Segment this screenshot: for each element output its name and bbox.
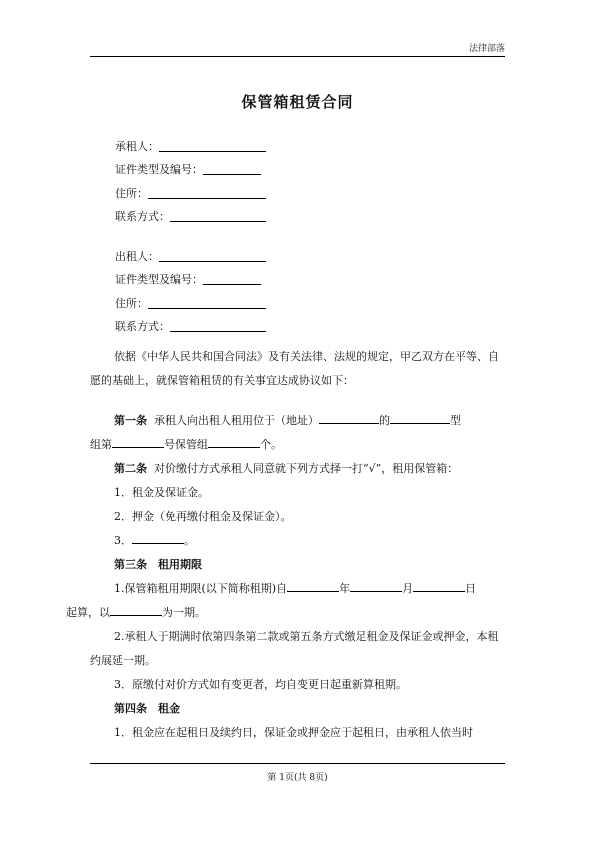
article-4-heading: 第四条 租金 <box>114 702 180 715</box>
article-1-text: 号保管组 <box>164 438 208 451</box>
article-3-text: 1.保管箱租用期限(以下简称租期)自 <box>114 582 288 595</box>
model-blank <box>390 413 450 424</box>
lessor-address-blank <box>148 297 266 309</box>
lessor-id-blank <box>203 273 261 285</box>
start-year-blank <box>287 581 339 592</box>
lessor-name-blank <box>159 250 266 262</box>
article-1-text: 承租人向出租人租用位于（地址） <box>154 414 319 427</box>
article-2-item-2: 2．押金（免再缴付租金及保证金）。 <box>114 510 292 523</box>
item-number: 3． <box>114 534 132 547</box>
lessor-block <box>115 238 266 332</box>
field-label: 住所： <box>115 296 148 310</box>
period-blank <box>110 605 162 616</box>
intro-text: 依据《中华人民共和国合同法》及有关法律、法规的规定，甲乙双方在平等、自愿的基础上，就保管箱租赁的有关事宜达成协议如下： <box>90 350 499 387</box>
field-label: 住所： <box>115 186 148 200</box>
field-label: 承租人： <box>115 139 159 153</box>
field-label: 出租人： <box>115 249 159 263</box>
lessor-id-row <box>115 262 266 286</box>
article-1-heading: 第一条 <box>114 414 147 427</box>
lessee-address-row <box>115 175 266 199</box>
other-method-blank <box>132 533 184 544</box>
lessee-name-blank <box>159 140 266 152</box>
header-divider <box>90 56 505 57</box>
article-2-item-1: 1．租金及保证金。 <box>114 486 209 499</box>
start-day-blank <box>413 581 465 592</box>
lessor-name-row <box>115 238 266 262</box>
field-label: 联系方式： <box>115 320 170 333</box>
article-3-p3: 3．原缴付对价方式如有变更者，均自变更日起重新算租期。 <box>114 678 407 691</box>
field-label: 联系方式： <box>115 210 170 223</box>
lessee-address-blank <box>148 187 266 199</box>
lessee-id-row <box>115 152 266 176</box>
intro-paragraph <box>90 345 505 393</box>
article-4-p1: 1．租金应在起租日及续约日，保证金或押金应于起租日，由承租人依当时 <box>114 726 473 739</box>
article-2-text: 对价缴付方式承租人同意就下列方式择一打“√”，租用保管箱： <box>154 462 459 475</box>
header-label: 法律部落 <box>468 44 505 54</box>
article-1-text: 的 <box>379 414 390 427</box>
article-1 <box>90 409 505 457</box>
lessee-name-row <box>115 128 266 152</box>
start-month-blank <box>350 581 402 592</box>
group-number-blank <box>112 437 164 448</box>
box-count-blank <box>208 437 260 448</box>
lessee-block <box>115 128 266 222</box>
lessee-contact-blank <box>170 210 266 222</box>
article-2-item-3 <box>90 529 505 553</box>
page-number: 第 1页(共 8页) <box>267 773 328 783</box>
article-1-text: 型 <box>450 414 461 427</box>
day-label: 日 <box>465 582 477 595</box>
year-label: 年 <box>339 582 351 595</box>
articles <box>66 409 505 745</box>
article-3-heading: 第三条 租用期限 <box>114 558 202 571</box>
item-end: 。 <box>184 534 195 547</box>
address-blank <box>319 413 379 424</box>
lessor-contact-blank <box>170 320 266 332</box>
lessee-contact-row <box>115 199 266 223</box>
month-label: 月 <box>402 582 414 595</box>
article-1-text: 组第 <box>90 438 112 451</box>
field-label: 证件类型及编号： <box>115 163 203 176</box>
lessor-address-row <box>115 285 266 309</box>
article-1-text: 个。 <box>260 438 282 451</box>
lessee-id-blank <box>203 163 261 175</box>
article-2-heading: 第二条 <box>114 462 147 475</box>
field-label: 证件类型及编号： <box>115 273 203 286</box>
document-title: 保管箱租赁合同 <box>241 93 354 111</box>
footer-divider <box>90 763 505 764</box>
article-2 <box>90 457 505 481</box>
article-3-text: 起算，以 <box>66 606 110 619</box>
article-3-text: 为一期。 <box>162 606 206 619</box>
article-3-p2: 2.承租人于期满时依第四条第二款或第五条方式缴足租金及保证金或押金，本租约展延一期。 <box>90 630 499 667</box>
article-3-p1 <box>66 577 505 625</box>
lessor-contact-row <box>115 309 266 333</box>
